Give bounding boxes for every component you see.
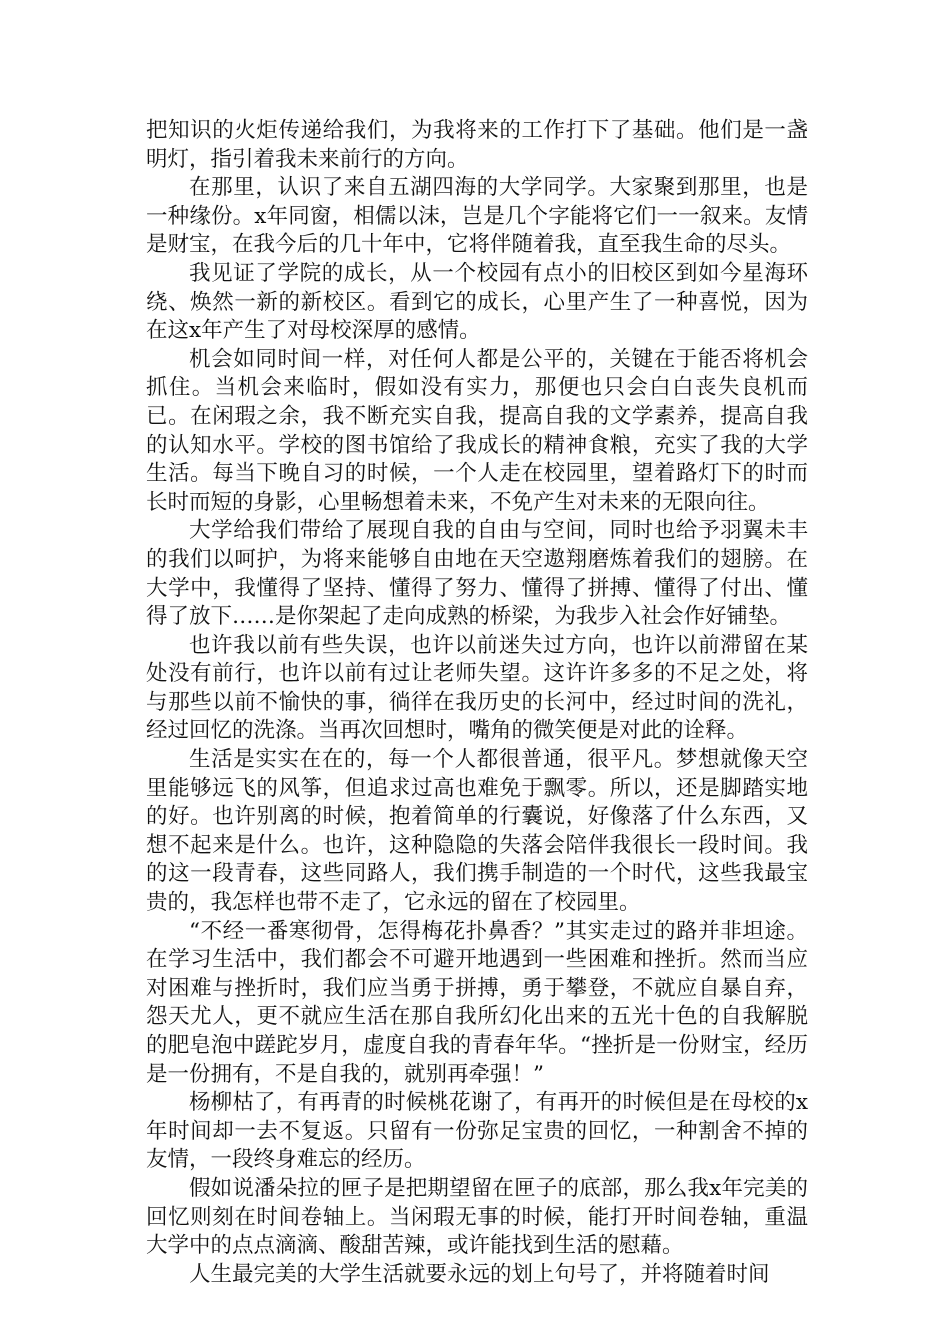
document-body <box>146 117 808 1289</box>
paragraph-11: 人生最完美的大学生活就要永远的划上句号了，并将随着时间 <box>189 1261 770 1287</box>
paragraph-5: 大学给我们带给了展现自我的自由与空间，同时也给予羽翼未丰的我们以呵护，为将来能够自由地在天空遨翔磨炼着我们的翅膀。在大学中，我懂得了坚持、懂得了努力、懂得了拼搏、懂得了付出、懂得了放下……是你架起了走向成熟的桥梁，为我步入社会作好铺垫。 <box>146 518 808 630</box>
paragraph-3: 我见证了学院的成长，从一个校园有点小的旧校区到如今星海环绕、焕然一新的新校区。看到它的成长，心里产生了一种喜悦，因为在这x年产生了对母校深厚的感情。 <box>146 260 808 344</box>
paragraph-10: 假如说潘朵拉的匣子是把期望留在匣子的底部，那么我x年完美的回忆则刻在时间卷轴上。当闲瑕无事的时候，能打开时间卷轴，重温大学中的点点滴滴、酸甜苦辣，或许能找到生活的慰藉。 <box>146 1175 808 1259</box>
paragraph-8: “不经一番寒彻骨，怎得梅花扑鼻香？”其实走过的路并非坦途。在学习生活中，我们都会不可避开地遇到一些困难和挫折。然而当应对困难与挫折时，我们应当勇于拼搏，勇于攀登，不就应自暴自弃，怨天尤人，更不就应生活在那自我所幻化出来的五光十色的自我解脱的肥皂泡中蹉跎岁月，虚度自我的青春年华。“挫折是一份财宝，经历是一份拥有，不是自我的，就别再牵强！” <box>146 918 808 1087</box>
paragraph-1: 把知识的火炬传递给我们，为我将来的工作打下了基础。他们是一盏明灯，指引着我未来前行的方向。 <box>146 118 808 172</box>
paragraph-9: 杨柳枯了，有再青的时候桃花谢了，有再开的时候但是在母校的x年时间却一去不复返。只留有一份弥足宝贵的回忆，一种割舍不掉的友情，一段终身难忘的经历。 <box>146 1090 808 1173</box>
paragraph-4: 机会如同时间一样，对任何人都是公平的，关键在于能否将机会抓住。当机会来临时，假如没有实力，那便也只会白白丧失良机而已。在闲瑕之余，我不断充实自我，提高自我的文学素养，提高自我的认知水平。学校的图书馆给了我成长的精神食粮，充实了我的大学生活。每当下晚自习的时候，一个人走在校园里，望着路灯下的时而长时而短的身影，心里畅想着未来，不免产生对未来的无限向往。 <box>146 346 808 515</box>
paragraph-6: 也许我以前有些失误，也许以前迷失过方向，也许以前滞留在某处没有前行，也许以前有过让老师失望。这许许多多的不足之处，将与那些以前不愉快的事，徜徉在我历史的长河中，经过时间的洗礼，经过回忆的洗涤。当再次回想时，嘴角的微笑便是对此的诠释。 <box>146 632 808 744</box>
paragraph-2: 在那里，认识了来自五湖四海的大学同学。大家聚到那里，也是一种缘份。x年同窗，相儒以沫，岂是几个字能将它们一一叙来。友情是财宝，在我今后的几十年中，它将伴随着我，直至我生命的尽头。 <box>146 175 808 258</box>
paragraph-7: 生活是实实在在的，每一个人都很普通，很平凡。梦想就像天空里能够远飞的风筝，但追求过高也难免于飘零。所以，还是脚踏实地的好。也许别离的时候，抱着简单的行囊说，好像落了什么东西，又想不起来是什么。也许，这种隐隐的失落会陪伴我很长一段时间。我的这一段青春，这些同路人，我们携手制造的一个时代，这些我最宝贵的，我怎样也带不走了，它永远的留在了校园里。 <box>146 747 808 916</box>
